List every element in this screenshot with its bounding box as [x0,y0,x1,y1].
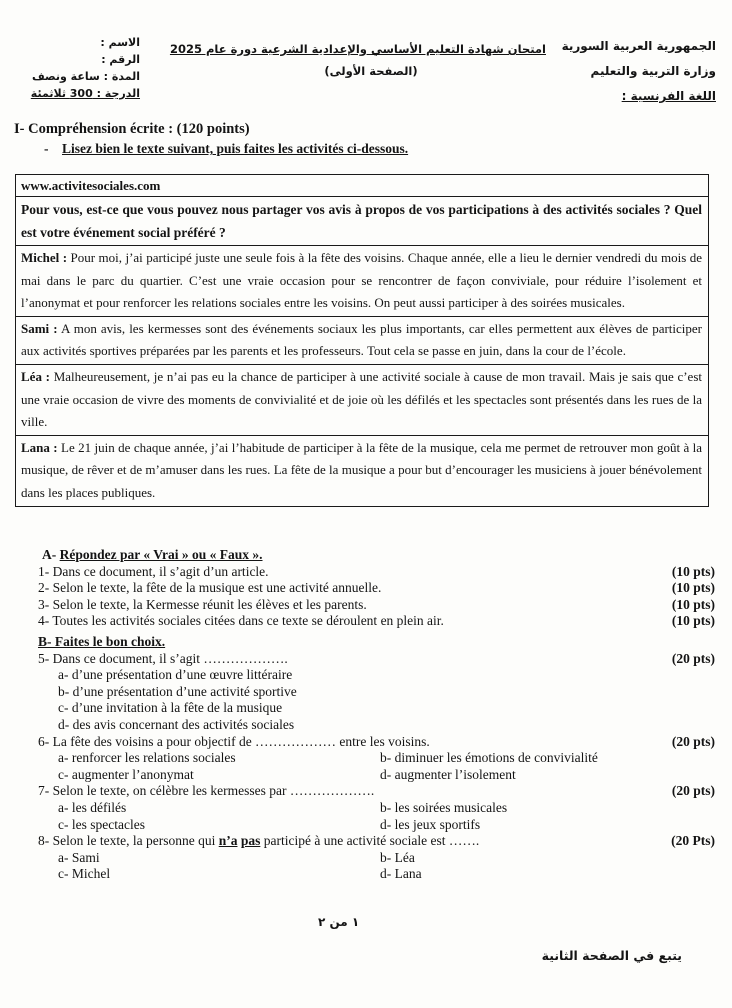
choice-row [22,767,717,784]
name-field-label: الاسم : [100,36,140,49]
subject-label: اللغة الفرنسية : [621,89,716,103]
duration-label: المدة : ساعة ونصف [31,70,140,83]
paragraph-text: Le 21 juin de chaque année, j’ai l’habitude de participer à la fête de la musique, cela me permet de retrouver mon goût à la musique, de rêver et de m’amuser dans les rues. La fête de la musique a pour but d’encourager les musiciens à jouer bénévolement dans les places publiques. [21,439,703,500]
exam-title: امتحان شهادة التعليم الأساسي والإعدادية الشرعية دورة عام 2025 [169,42,546,56]
choice-option[interactable]: c- Michel [58,866,111,882]
choice-option[interactable]: d- les jeux sportifs [380,816,481,832]
paragraph-text: Pour moi, j’ai participé juste une seule fois à la fête des voisins. Chaque année, elle a lieu le dernier vendredi du mois de mai dans le parc du quartier. C’est une vraie occasion pour se rencontrer de façon conviviale, pour réduire l’isolement et l’anonymat et pour renforcer les relations sociales entre les voisins. On peut aussi participer à des soirées musicales. [21,250,702,311]
reading-text-box [15,174,709,507]
paragraph-sami [16,317,708,365]
question-text: 7- Selon le texte, on célèbre les kermesses par ………………. [38,783,375,799]
choice-row [22,750,717,767]
page-number: ١ من ٢ [318,915,360,929]
points-label: (20 pts) [671,783,715,799]
question-row [22,564,717,581]
paragraph-text: A mon avis, les kermesses sont des événements sociaux les plus importants, car elles permettent aux élèves de participer aux activités sportives préparées par les parents et les professeurs. Tout cela se passe en juin, dans la cour de l’école. [21,320,702,359]
paragraph-lea [16,365,708,436]
instruction-bullet: - [44,141,49,156]
choice-option[interactable]: b- diminuer les émotions de convivialité [380,750,598,766]
part-b-heading [22,634,717,651]
question-text: 1- Dans ce document, il s’agit d’un article. [38,563,269,579]
paragraph-lana [16,436,708,507]
question-text-end: participé à une activité sociale est ……. [260,833,480,849]
speaker-name: Lana : [21,439,58,455]
points-label: (10 pts) [671,596,715,612]
exam-title-block [169,38,546,82]
page-indicator: (الصفحة الأولى) [324,64,418,78]
choice-option[interactable]: b- les soirées musicales [380,799,508,815]
forum-question: Pour vous, est-ce que vous pouvez nous partager vos avis à propos de vos participations à des activités sociales ? Quel est votre événement social préféré ? [16,197,708,246]
points-label: (10 pts) [671,563,715,579]
choice-option[interactable]: a- renforcer les relations sociales [58,750,236,766]
grade-label: الدرجة : 300 ثلاثمئة [30,87,140,100]
question-row [22,597,717,614]
instruction-line [44,141,408,157]
choice-option[interactable]: b- d’une présentation d’une activité sportive [58,683,297,699]
question-text-start: 8- Selon le texte, la personne qui [38,833,219,849]
student-info-block [18,34,140,102]
republic-label: الجمهورية العربية السورية [561,39,716,53]
question-text: 4- Toutes les activités sociales citées dans ce texte se déroulent en plein air. [38,613,444,629]
choice-option[interactable]: b- Léa [380,849,415,865]
choice-option[interactable]: a- Sami [58,849,100,865]
part-b-instruction: B- Faites le bon choix. [38,633,166,649]
section-title: I- Compréhension écrite : (120 points) [14,121,250,137]
choice-option[interactable]: c- d’une invitation à la fête de la musique [58,700,283,716]
part-a-heading [22,547,717,564]
number-field-label: الرقم : [101,53,140,66]
part-a-instruction: Répondez par « Vrai » ou « Faux ». [59,547,263,562]
question-7 [22,783,717,800]
emphasis-pas: pas [240,833,261,849]
points-label: (10 pts) [671,613,715,629]
speaker-name: Léa : [21,368,50,384]
question-8 [22,833,717,850]
emphasis-n: n’a [218,833,238,849]
ministry-label: وزارة التربية والتعليم [590,64,716,78]
choice-option[interactable]: d- augmenter l’isolement [380,766,516,782]
points-label: (20 pts) [671,650,715,666]
choice-option[interactable]: c- augmenter l’anonymat [58,766,194,782]
paragraph-text: Malheureusement, je n’ai pas eu la chance de participer à une activité sociale à cause de mon travail. Mais je sais que c’est une vraie occasion de vivre des moments de convivialité et de joie où les défilés et les spectacles sont présentés dans les rues de la ville. [21,368,702,430]
speaker-name: Michel : [21,250,68,265]
speaker-name: Sami : [21,320,58,336]
header-ministry-block [562,34,716,109]
choice-option[interactable]: a- les défilés [58,799,127,815]
choice-option[interactable]: c- les spectacles [58,816,145,832]
paragraph-michel [16,246,708,317]
points-label: (10 pts) [671,580,715,596]
choice-row [22,800,717,817]
questions-area [22,547,717,883]
question-text: 5- Dans ce document, il s’agit ………………. [38,650,288,666]
question-text: 2- Selon le texte, la fête de la musique est une activité annuelle. [38,580,382,596]
question-row [22,580,717,597]
instruction-text: Lisez bien le texte suivant, puis faites les activités ci-dessous. [62,141,409,156]
choice-row [22,817,717,834]
question-row [22,613,717,630]
choice-row [22,850,717,867]
part-a-letter: A- [42,547,57,562]
choice-row [22,866,717,883]
question-6 [22,734,717,751]
question-text: 3- Selon le texte, la Kermesse réunit les élèves et les parents. [38,596,367,612]
choice-option[interactable]: d- des avis concernant des activités sociales [58,716,295,732]
points-label: (20 pts) [671,733,715,749]
website-url: www.activitesociales.com [16,175,708,197]
choice-option[interactable]: a- d’une présentation d’une œuvre littéraire [58,667,293,683]
points-label: (20 Pts) [671,833,715,849]
choice-option[interactable]: d- Lana [380,866,422,882]
question-5 [22,651,717,668]
continue-note: يتبع في الصفحة الثانية [541,948,682,963]
question-text: 6- La fête des voisins a pour objectif de ……………… entre les voisins. [38,733,430,749]
